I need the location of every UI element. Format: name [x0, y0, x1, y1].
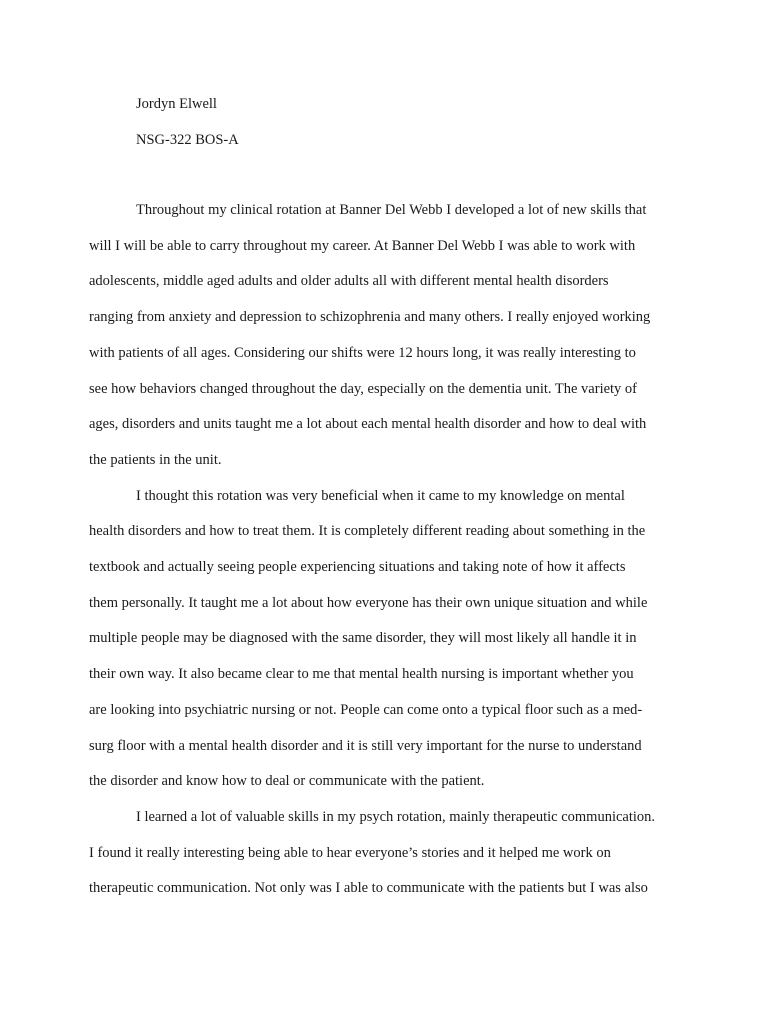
body-line: them personally. It taught me a lot about how everyone has their own unique situation and while: [89, 595, 648, 611]
body-line: ages, disorders and units taught me a lot about each mental health disorder and how to deal with: [89, 416, 647, 432]
body-line: I thought this rotation was very beneficial when it came to my knowledge on mental: [136, 488, 625, 504]
body-line: adolescents, middle aged adults and older adults all with different mental health disorders: [89, 273, 609, 289]
body-line: surg floor with a mental health disorder and it is still very important for the nurse to understand: [89, 738, 642, 754]
author-name: Jordyn Elwell: [136, 96, 217, 112]
body-line: ranging from anxiety and depression to schizophrenia and many others. I really enjoyed working: [89, 309, 651, 325]
body-line: the disorder and know how to deal or communicate with the patient.: [89, 773, 485, 789]
body-line: I learned a lot of valuable skills in my psych rotation, mainly therapeutic communication.: [136, 809, 656, 825]
body-line: with patients of all ages. Considering our shifts were 12 hours long, it was really interesting to: [89, 345, 636, 361]
body-line: Throughout my clinical rotation at Banner Del Webb I developed a lot of new skills that: [136, 202, 647, 218]
body-line: I found it really interesting being able to hear everyone’s stories and it helped me work on: [89, 845, 611, 861]
body-line: are looking into psychiatric nursing or not. People can come onto a typical floor such as a med-: [89, 702, 643, 718]
body-line: multiple people may be diagnosed with the same disorder, they will most likely all handle it in: [89, 630, 637, 646]
body-line: the patients in the unit.: [89, 452, 222, 468]
course-code: NSG-322 BOS-A: [136, 132, 239, 148]
body-line: therapeutic communication. Not only was I able to communicate with the patients but I was also: [89, 880, 648, 896]
body-line: health disorders and how to treat them. It is completely different reading about something in the: [89, 523, 646, 539]
body-line: their own way. It also became clear to me that mental health nursing is important whether you: [89, 666, 634, 682]
body-line: textbook and actually seeing people experiencing situations and taking note of how it affects: [89, 559, 626, 575]
body-line: will I will be able to carry throughout my career. At Banner Del Webb I was able to work with: [89, 238, 636, 254]
body-line: see how behaviors changed throughout the day, especially on the dementia unit. The variety of: [89, 381, 638, 397]
